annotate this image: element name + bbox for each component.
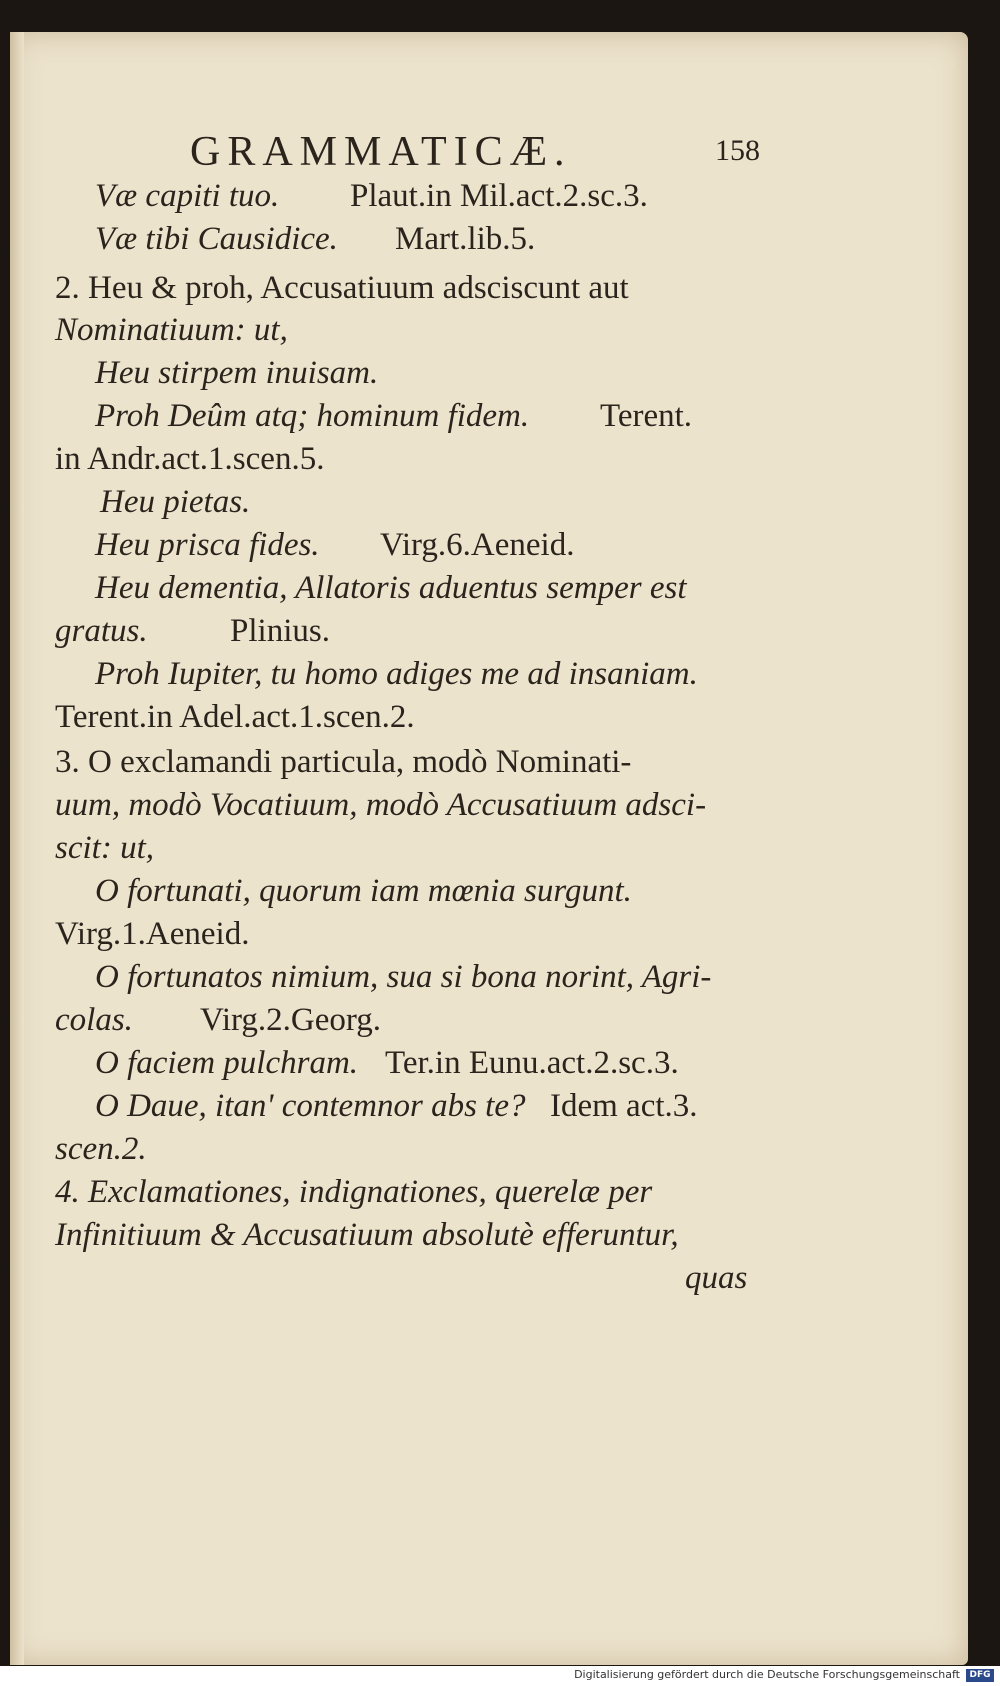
line-text: scen.2. [55,1131,147,1167]
line-text: 3. O exclamandi particula, modò Nominati- [55,744,632,780]
text-line [55,611,330,651]
text-line [95,176,648,216]
line-text: in Andr.act.1.scen.5. [55,441,325,477]
line-text: O fortunatos nimium, sua si bona norint, Agri- [95,959,712,995]
text-line [95,871,632,911]
text-line [95,1086,698,1126]
citation: Virg.6.Aeneid. [380,527,575,563]
text-line [95,568,687,608]
page-gutter [10,32,24,1665]
line-text: Væ tibi Causidice. [95,221,338,257]
line-text: 2. Heu & proh, Accusatiuum adsciscunt aut [55,270,629,306]
citation: Virg.2.Georg. [200,1002,382,1038]
running-title: GRAMMATICÆ. [190,129,572,175]
catchword [685,1258,747,1298]
line-text: 4. Exclamationes, indignationes, querelæ per [55,1174,653,1210]
text-line [55,697,415,737]
page-number: 158 [715,134,760,167]
line-text: Terent.in Adel.act.1.scen.2. [55,699,415,735]
text-line [95,396,693,436]
line-text: Nominatiuum: ut, [55,312,288,348]
text-line [95,525,575,565]
citation: Plinius. [230,613,330,649]
text-line [95,219,536,259]
text-line [95,1043,679,1083]
dfg-logo: DFG [966,1669,994,1682]
text-line [55,439,324,479]
line-text: quas [685,1260,748,1296]
line-text: Heu stirpem inuisam. [95,355,379,391]
line-text: O faciem pulchram. [95,1045,359,1081]
text-line [55,268,629,308]
citation: Ter.in Eunu.act.2.sc.3. [385,1045,679,1081]
line-text: O fortunati, quorum iam mœnia surgunt. [95,873,632,909]
citation: Terent. [600,398,693,434]
text-line [55,742,631,782]
line-text: Væ capiti tuo. [95,178,280,214]
line-text: O Daue, itan' contemnor abs te? [95,1088,526,1124]
citation: Plaut.in Mil.act.2.sc.3. [350,178,648,214]
line-text: Virg.1.Aeneid. [55,916,250,952]
text-line [55,310,288,350]
text-line [55,1000,382,1040]
text-line [55,1129,147,1169]
line-text: Proh Iupiter, tu homo adiges me ad insaniam. [95,656,698,692]
line-text: Heu pietas. [100,484,251,520]
line-text: Infinitiuum & Accusatiuum absolutè efferuntur, [55,1217,679,1253]
text-line [55,1172,652,1212]
text-line [55,914,249,954]
text-line [95,957,711,997]
text-line [55,785,706,825]
digitization-footer [0,1666,1000,1686]
line-text: Heu prisca fides. [95,527,320,563]
line-text: Proh Deûm atq; hominum fidem. [95,398,530,434]
text-line [95,353,378,393]
text-line [55,1215,679,1255]
line-text: uum, modò Vocatiuum, modò Accusatiuum adsci- [55,787,707,823]
text-line [95,654,698,694]
page-header [0,128,1000,178]
line-text: Heu dementia, Allatoris aduentus semper est [95,570,687,606]
citation: Idem act.3. [550,1088,698,1124]
funding-credit: Digitalisierung gefördert durch die Deutsche Forschungsgemeinschaft [574,1668,960,1681]
citation: Mart.lib.5. [395,221,536,257]
line-text: scit: ut, [55,830,154,866]
text-line [100,482,250,522]
line-text: colas. [55,1002,133,1038]
line-text: gratus. [55,613,148,649]
text-line [55,828,154,868]
